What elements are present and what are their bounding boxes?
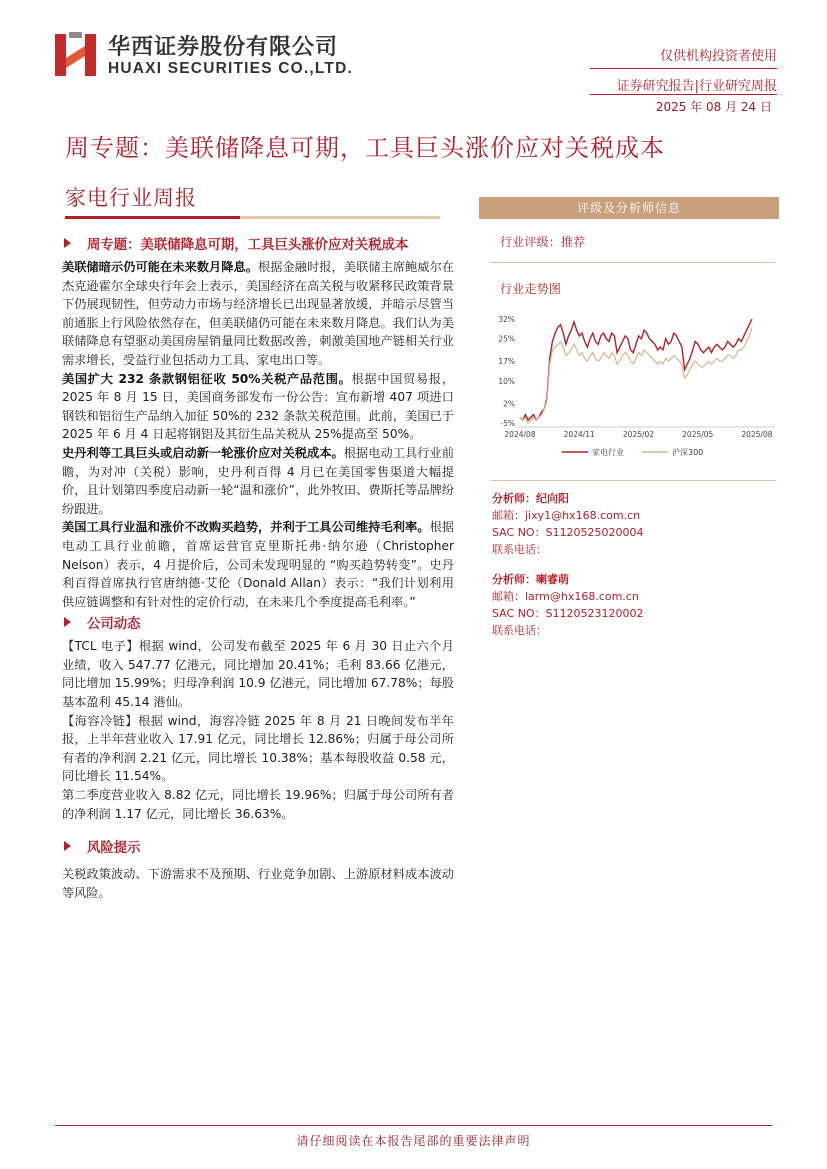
rating-analyst-header: 评级及分析师信息 (479, 197, 779, 219)
footer-disclaimer-note: 请仔细阅读在本报告尾部的重要法律声明 (296, 1134, 531, 1148)
legend-label: 家电行业 (592, 448, 624, 457)
bullet-triangle-icon (64, 841, 71, 851)
divider (490, 262, 775, 263)
analyst-phone: 联系电话： (492, 624, 547, 637)
analyst-name: 分析师：纪向阳 (492, 492, 569, 505)
paragraph-tariff (62, 370, 454, 444)
y-tick-label: 32% (498, 315, 515, 324)
analyst-phone: 联系电话： (492, 543, 547, 556)
header-divider (590, 94, 777, 95)
section-title: 风险提示 (87, 841, 141, 857)
paragraph-body: 根据中国贸易报，2025 年 8 月 15 日，美国商务部发布一份公告：宣布新增 407 项进口钢铁和铝衍生产品纳入加征 50%的 232 条款关税范围。此前，美国已于 2025 年 6 月 4 日起将钢铝及其衍生品关税从 25%提高至 50%。 (62, 371, 455, 442)
company-news-tcl: 【TCL 电子】根据 wind，公司发布截至 2025 年 6 月 30 日止六个月业绩，收入 547.77 亿港元，同比增加 20.41%；毛利 83.66 亿港元，同比增加 15.99%；归母净利润 10.9 亿港元，同比增加 67.78%；每股基本盈利 45.14 港仙。 (62, 639, 454, 710)
series-line (520, 319, 752, 420)
section-risk (62, 839, 454, 859)
main-content (62, 232, 454, 902)
company-name-en: HUAXI SECURITIES CO.,LTD. (108, 60, 354, 77)
x-tick-label: 2025/02 (622, 430, 655, 439)
analyst-email[interactable]: 邮箱：larm@hx168.com.cn (492, 590, 639, 603)
paragraph-body: 根据金融时报，美联储主席鲍威尔在杰克逊霍尔全球央行年会上表示，美国经济在高关税与收紧移民政策背景下仍展现韧性，但劳动力市场与经济增长已出现显著放缓，并暗示尽管当前通胀上行风险依然存在，但美联储仍可能在未来数月降息。我们认为美联储降息有望驱动美国房屋销量同比数据改善，刺激美国地产链相关行业需求增长，受益行业包括动力工具、家电出口等。 (62, 260, 455, 367)
analyst-card-1 (492, 490, 644, 558)
trend-chart-title: 行业走势图 (500, 282, 561, 296)
company-news-hairong-q2: 第二季度营业收入 8.82 亿元，同比增长 19.96%；归属于母公司所有者的净利润 1.17 亿元，同比增长 36.63%。 (62, 788, 454, 821)
paragraph-lead: 美国工具行业温和涨价不改购买趋势，并利于工具公司维持毛利率。 (62, 520, 430, 535)
x-tick-label: 2025/08 (741, 430, 773, 439)
header-divider (590, 68, 777, 69)
y-tick-label: 10% (498, 376, 515, 386)
y-tick-label: 17% (498, 357, 515, 367)
paragraph-margin (62, 518, 454, 611)
huaxi-logo-icon (55, 32, 97, 78)
report-category: 证券研究报告|行业研究周报 (616, 79, 777, 94)
paragraph-lead: 美联储暗示仍可能在未来数月降息。 (62, 260, 259, 274)
series-line (520, 327, 752, 423)
subtitle-underline-accent (240, 216, 440, 219)
footer-divider (55, 1125, 772, 1126)
section-company-news (62, 615, 454, 635)
y-tick-label: 25% (498, 334, 515, 344)
paragraph-lead: 美国扩大 232 条款钢铝征收 50%关税产品范围。 (62, 371, 352, 386)
paragraph-fed (62, 258, 454, 370)
legend-label: 沪深300 (672, 448, 704, 457)
report-subtitle: 家电行业周报 (65, 186, 197, 210)
risk-text: 关税政策波动、下游需求不及预期、行业竞争加剧、上游原材料成本波动等风险。 (62, 867, 454, 900)
section-title: 周专题：美联储降息可期，工具巨头涨价应对关税成本 (87, 238, 409, 253)
x-tick-label: 2025/05 (682, 430, 714, 439)
section-title: 公司动态 (87, 617, 141, 633)
bullet-triangle-icon (64, 238, 71, 248)
paragraph-stanley (62, 444, 454, 518)
y-tick-label: 2% (503, 399, 515, 409)
analyst-name: 分析师：喇睿萌 (492, 573, 569, 586)
company-name-cn: 华西证券股份有限公司 (108, 35, 339, 60)
bullet-triangle-icon (64, 617, 71, 627)
paragraph-body: 根据电动工具行业前瞻，首席运营官克里斯托弗·纳尔逊（Christopher Nelson）表示，4 月提价后，公司未发现明显的 “购买趋势转变”。史丹利百得首席执行官唐纳德·艾伦（Donald Allan）表示：“我们计划利用供应链调整和有针对性的定价行动，在未来几个季度提高毛利率。” (62, 520, 455, 609)
analyst-sac: SAC NO：S1120523120002 (492, 607, 644, 620)
paragraph-lead: 史丹利等工具巨头或启动新一轮涨价应对关税成本。 (62, 445, 344, 460)
audience-note: 仅供机构投资者使用 (659, 49, 777, 64)
industry-rating: 行业评级：推荐 (500, 235, 586, 249)
x-tick-label: 2024/11 (563, 430, 595, 439)
section-weekly-topic (62, 236, 454, 256)
analyst-email[interactable]: 邮箱：jixy1@hx168.com.cn (492, 509, 641, 522)
x-tick-label: 2024/08 (504, 430, 536, 439)
paragraph-body: 根据电动工具行业前瞻，为对冲（关税）影响，史丹利百得 4 月已在美国零售渠道大幅提价，且计划第四季度启动新一轮“温和涨价”，此外牧田、费斯托等品牌纷纷跟进。 (62, 445, 455, 516)
industry-trend-chart (490, 305, 782, 465)
report-title: 周专题：美联储降息可期，工具巨头涨价应对关税成本 (65, 134, 665, 162)
company-news-hairong: 【海容冷链】根据 wind，海容冷链 2025 年 8 月 21 日晚间发布半年报，上半年营业收入 17.91 亿元，同比增长 12.86%；归属于母公司所有者的净利润 2.21 亿元，同比增长 10.38%；基本每股收益 0.58 元，同比增长 11.54%。 (62, 713, 454, 784)
analyst-sac: SAC NO：S1120525020004 (492, 526, 644, 539)
divider (490, 480, 775, 481)
report-date: 2025 年 08 月 24 日 (655, 100, 772, 114)
y-tick-label: -5% (500, 419, 515, 428)
analyst-card-2 (492, 571, 644, 639)
